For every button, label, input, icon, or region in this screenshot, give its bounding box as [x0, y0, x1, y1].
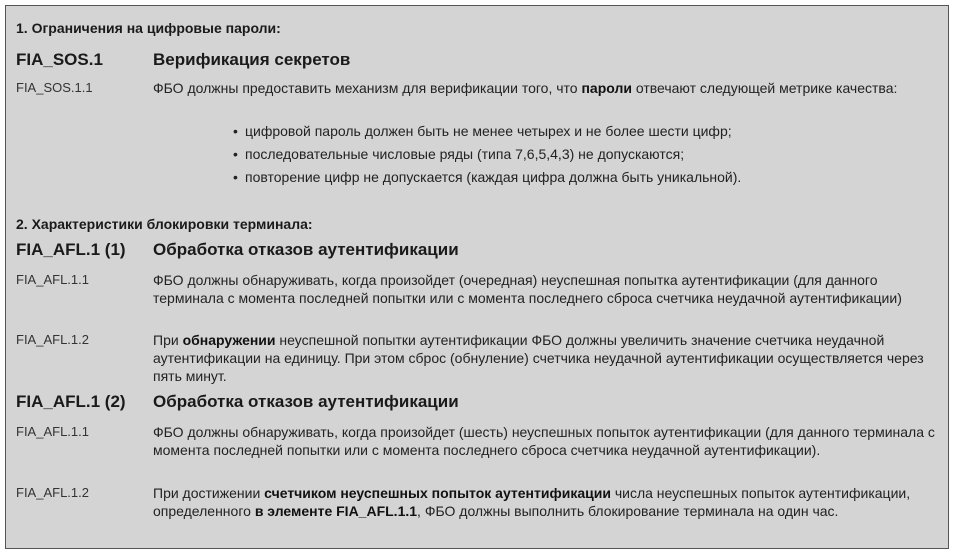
element-text-fia-afl-1-1-a: ФБО должны обнаруживать, когда произойдет (очередная) неуспешная попытка аутентификации (для данного терминала с момента последней попытки или с момента последнего сброса счетчика неудачной аутентификации) — [153, 272, 902, 306]
list-item: • последовательные числовые ряды (типа 7,6,5,4,3) не допускаются; — [233, 146, 685, 162]
bullet-icon: • — [233, 169, 238, 185]
element-id-fia-afl-1-1-a: FIA_AFL.1.1 — [16, 272, 89, 287]
component-id-fia-sos-1: FIA_SOS.1 — [16, 50, 103, 69]
section-2-title: 2. Характеристики блокировки терминала: — [16, 216, 313, 232]
component-name-fia-afl-1-1: Обработка отказов аутентификации — [153, 240, 459, 259]
element-id-fia-afl-1-2-a: FIA_AFL.1.2 — [16, 332, 89, 347]
requirements-panel — [5, 5, 949, 549]
component-id-fia-afl-1-2: FIA_AFL.1 (2) — [16, 392, 126, 411]
element-id-fia-afl-1-1-b: FIA_AFL.1.1 — [16, 424, 89, 439]
element-text-fia-sos-1-1: ФБО должны предоставить механизм для верификации того, что пароли отвечают следующей метрике качества: — [153, 80, 898, 96]
element-id-fia-sos-1-1: FIA_SOS.1.1 — [16, 80, 93, 95]
section-1-title: 1. Ограничения на цифровые пароли: — [16, 20, 281, 36]
list-item: • цифровой пароль должен быть не менее четырех и не более шести цифр; — [233, 123, 732, 139]
element-text-fia-afl-1-1-b: ФБО должны обнаруживать, когда произойдет (шесть) неуспешных попыток аутентификации (для данного терминала с момента последней попытки или с момента последнего сброса счетчика неудачной аутентификации). — [153, 424, 935, 458]
bullet-icon: • — [233, 146, 238, 162]
element-id-fia-afl-1-2-b: FIA_AFL.1.2 — [16, 485, 89, 500]
component-id-fia-afl-1-1: FIA_AFL.1 (1) — [16, 240, 126, 259]
element-text-fia-afl-1-2-a: При обнаружении неуспешной попытки аутентификации ФБО должны увеличить значение счетчика неудачной аутентификации на единицу. При этом сброс (обнуление) счетчика неудачной аутентификации осуществляется через пять минут. — [153, 332, 924, 384]
component-name-fia-sos-1: Верификация секретов — [153, 50, 351, 69]
element-text-fia-afl-1-2-b: При достижении счетчиком неуспешных попыток аутентификации числа неуспешных попыток аутентификации, определенного в элементе FIA_AFL.1.1, ФБО должны выполнить блокирование терминала на один час. — [153, 485, 911, 519]
list-item: • повторение цифр не допускается (каждая цифра должна быть уникальной). — [233, 169, 742, 185]
component-name-fia-afl-1-2: Обработка отказов аутентификации — [153, 392, 459, 411]
bullet-icon: • — [233, 123, 238, 139]
password-rules-list — [233, 122, 741, 191]
